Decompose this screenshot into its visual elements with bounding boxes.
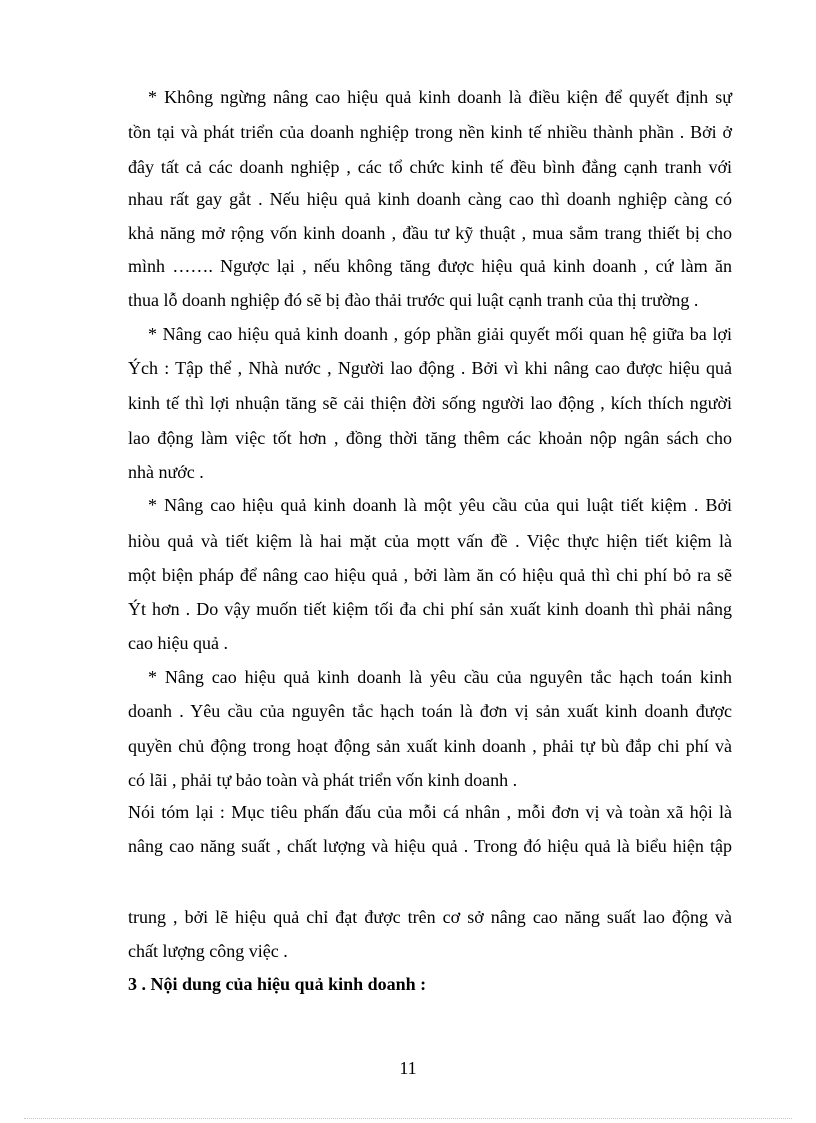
text-line: trung , bởi lẽ hiệu quả chỉ đạt được trên cơ sở nâng cao năng suất lao động và <box>128 907 732 927</box>
text-line: Nói tóm lại : Mục tiêu phấn đấu của mỗi cá nhân , mỗi đơn vị và toàn xã hội là <box>128 802 732 822</box>
text-line: cao hiệu quả . <box>128 633 228 653</box>
page-bottom-divider <box>24 1118 792 1119</box>
text-line: quyền chủ động trong hoạt động sản xuất kinh doanh , phải tự bù đắp chi phí và <box>128 736 732 756</box>
text-line: nhau rất gay gắt . Nếu hiệu quả kinh doanh càng cao thì doanh nghiệp càng có <box>128 189 732 209</box>
text-line: khả năng mở rộng vốn kinh doanh , đầu tư kỹ thuật , mua sắm trang thiết bị cho <box>128 223 732 243</box>
text-line: * Nâng cao hiệu quả kinh doanh , góp phần giải quyết mối quan hệ giữa ba lợi <box>148 324 732 344</box>
text-line: hiòu quả và tiết kiệm là hai mặt của mọtt vấn đề . Việc thực hiện tiết kiệm là <box>128 531 732 551</box>
text-line: nhà nước . <box>128 462 204 482</box>
text-line: kinh tế thì lợi nhuận tăng sẽ cải thiện đời sống người lao động , kích thích người <box>128 393 732 413</box>
text-line: thua lỗ doanh nghiệp đó sẽ bị đào thải trước qui luật cạnh tranh của thị trường . <box>128 290 699 310</box>
page-number: 11 <box>399 1058 417 1078</box>
text-line: Ých : Tập thể , Nhà nước , Người lao động . Bởi vì khi nâng cao được hiệu quả <box>128 358 732 378</box>
text-line: * Không ngừng nâng cao hiệu quả kinh doanh là điều kiện để quyết định sự <box>148 87 732 107</box>
text-line: doanh . Yêu cầu của nguyên tắc hạch toán là đơn vị sản xuất kinh doanh được <box>128 701 732 721</box>
text-line: chất lượng công việc . <box>128 941 288 961</box>
text-line: Ýt hơn . Do vậy muốn tiết kiệm tối đa chi phí sản xuất kinh doanh thì phải nâng <box>128 599 732 619</box>
text-line: * Nâng cao hiệu quả kinh doanh là yêu cầu của nguyên tắc hạch toán kinh <box>148 667 732 687</box>
text-line: nâng cao năng suất , chất lượng và hiệu quả . Trong đó hiệu quả là biểu hiện tập <box>128 836 732 856</box>
text-line: mình ……. Ngược lại , nếu không tăng được hiệu quả kinh doanh , cứ làm ăn <box>128 256 732 276</box>
text-line: đây tất cả các doanh nghiệp , các tổ chức kinh tế đều bình đẳng cạnh tranh với <box>128 157 732 177</box>
text-line: lao động làm việc tốt hơn , đồng thời tăng thêm các khoản nộp ngân sách cho <box>128 428 732 448</box>
text-line: * Nâng cao hiệu quả kinh doanh là một yêu cầu của qui luật tiết kiệm . Bởi <box>148 495 732 515</box>
section-heading: 3 . Nội dung của hiệu quả kinh doanh : <box>128 974 427 994</box>
text-line: một biện pháp để nâng cao hiệu quả , bởi làm ăn có hiệu quả thì chi phí bỏ ra sẽ <box>128 565 732 585</box>
text-line: tồn tại và phát triển của doanh nghiệp trong nền kinh tế nhiều thành phần . Bởi ở <box>128 122 732 142</box>
text-line: có lãi , phải tự bảo toàn và phát triển vốn kinh doanh . <box>128 770 518 790</box>
